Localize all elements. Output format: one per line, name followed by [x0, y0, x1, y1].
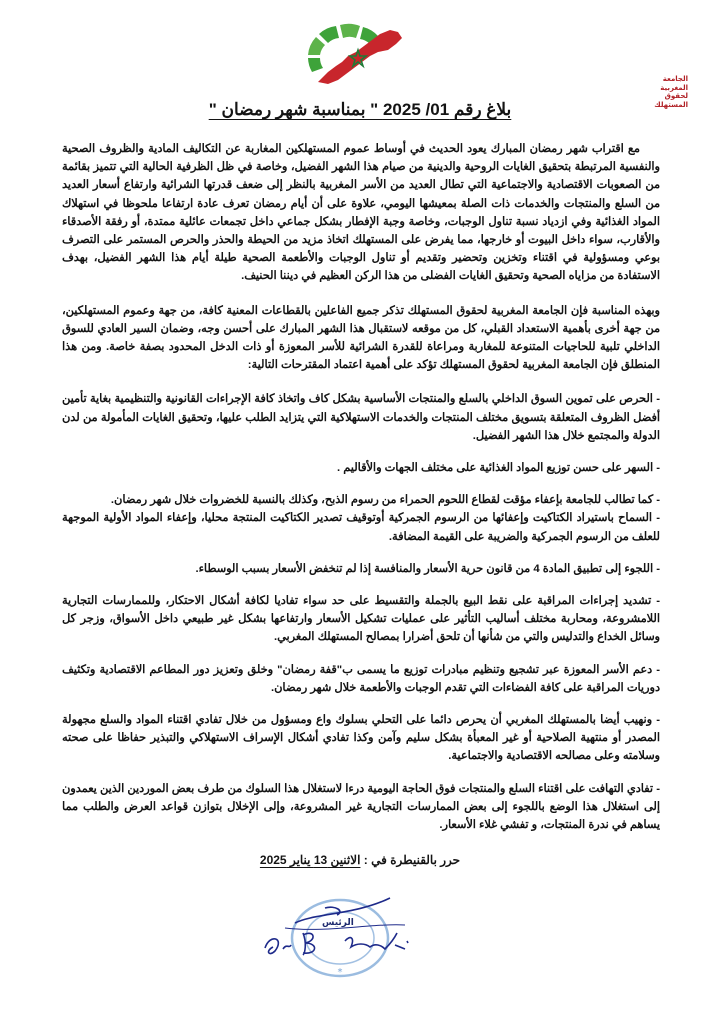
signatory-role: الرئيس: [322, 918, 354, 928]
proposal-item: - دعم الأسر المعوزة عبر تشجيع وتنظيم مبادرات توزيع ما يسمى ب"قفة رمضان" وخلق وتعزيز دور المطاعم الاقتصادية وتكثيف دوريات المراقبة على كافة الفضاءات التي تقدم الوجبات والأطعمة خلال شهر رمضان.: [62, 663, 660, 694]
issue-date: الاثنين 13 يناير 2025: [259, 853, 361, 867]
place-label: حرر بالقنيطرة في :: [363, 853, 461, 867]
document-title: بلاغ رقم 01/ 2025 " بمناسبة شهر رمضان ": [208, 100, 512, 119]
organization-logo: [298, 22, 688, 109]
proposal-item: - السماح باستيراد الكتاكيت وإعفائها من الرسوم الجمركية أوتوقيف تصدير الكتاكيت المنتجة محليا، وإعفاء المواد الأولية الموجهة للعلف من الرسوم الجمركية والضريبة على القيمة المضافة.: [62, 512, 660, 543]
document-body: [62, 140, 660, 834]
svg-text:*: *: [337, 967, 343, 978]
organization-logo-icon: [298, 22, 424, 92]
proposal-item: - كما تطالب للجامعة بإعفاء مؤقت لقطاع اللحوم الحمراء من رسوم الذبح، وكذلك بالنسبة للخضروات خلال شهر رمضان.: [110, 494, 660, 507]
proposal-item: - تشديد إجراءات المراقبة على نقط البيع بالجملة والتقسيط على حد سواء تفاديا لكافة أشكال الاحتكار، وللممارسات التجارية اللامشروعة، ومحاربة مختلف أساليب التأثير على عمليات تشكيل الأسعار وارتفاعها بشكل غير طبيعي داخل الأسواق، وزجر كل وسائل الخداع والتدليس والتي من شأنها أن تلحق أضرارا بمصالح المستهلك المغربي.: [62, 595, 660, 644]
organization-name: الجامعة المغربية لحقوق المستهلك: [654, 75, 688, 109]
official-stamp-icon: [255, 893, 455, 998]
context-paragraph: وبهذه المناسبة فإن الجامعة المغربية لحقوق المستهلك تذكر جميع الفاعلين بالقطاعات المعنية كافة، من جهة وعموم المستهلكين، من جهة أخرى بأهمية الاستعداد القبلي، كل من موقعه لاستقبال هذا الشهر المبارك على أحسن وجه، وضمان السير العادي للسوق الداخلي تلبية للحاجيات المتنوعة للمغاربة ومراعاة للقدرة الشرائية للأسر المعوزة أو ذات الدخل المحدود بصفة خاصة. ومن هذا المنطلق فإن الجامعة المغربية لحقوق المستهلك تؤكد على أهمية اعتماد المقترحات التالية:: [62, 304, 660, 372]
signature-stamp: [255, 893, 455, 998]
proposal-item: - الحرص على تموين السوق الداخلي بالسلع والمنتجات الأساسية بشكل كاف واتخاذ كافة الإجراءات القانونية والتنظيمية بغاية تأمين أفضل الظروف المتعلقة بتسويق مختلف المنتجات والخدمات الاستهلاكية التي يتزايد الطلب عليها، وتحقيق الغايات المأمولة من لدن الدولة والمجتمع خلال هذا الشهر الفضيل.: [62, 393, 660, 442]
place-and-date: [0, 853, 720, 867]
proposal-item: - اللجوء إلى تطبيق المادة 4 من قانون حرية الأسعار والمنافسة إذا لم تنخفض الأسعار بسبب الوسطاء.: [195, 562, 660, 575]
proposal-item: - تفادي التهافت على اقتناء السلع والمنتجات فوق الحاجة اليومية درءا لاستغلال هذا السلوك من طرف بعض الموردين الذين يعمدون إلى استغلال هذا الوضع باللجوء إلى بعض الممارسات التجارية غير المشروعة، وإلى الإخلال بتوازن قواعد العرض والطلب مما يساهم في ندرة المنتجات، و تفشي غلاء الأسعار.: [62, 782, 660, 832]
proposal-item: - ونهيب أيضا بالمستهلك المغربي أن يحرص دائما على التحلي بسلوك واع ومسؤول من خلال تفادي اقتناء المواد والسلع مجهولة المصدر أو منتهية الصلاحية أو غير المعبأة بشكل سليم وآمن وكذا تفادي أشكال الإسراف الاستهلاكي والتبذير حفاظا على صحته وسلامته وعلى مصالحه الاقتصادية والاجتماعية.: [62, 714, 660, 763]
proposal-item: - السهر على حسن توزيع المواد الغذائية على مختلف الجهات والأقاليم .: [337, 462, 660, 475]
intro-paragraph: مع اقتراب شهر رمضان المبارك يعود الحديث في أوساط عموم المستهلكين المغاربة عن التكاليف المادية والظروف الصحية والنفسية المرتبطة بتحقيق الغايات الروحية والدينية من صيام هذا الشهر الفضيل، وخاصة في ظل الظرفية الحالية التي تتميز بقائمة من الصعوبات الاقتصادية والاجتماعية التي تطال العديد من الأسر المغربية بالنظر إلى ضعف قدرتها الشرائية وارتفاع أسعار العديد من السلع والمنتجات والخدمات ذات الصلة بمعيشها اليومي، علاوة على أن أيام رمضان تعرف عادة ارتفاعا ملحوظا في استهلاك المواد الغذائية وفي ازدياد نسبة تناول الوجبات، وخاصة وجبة الإفطار بشكل جماعي داخل تجمعات عائلية ممتدة، أو رفقة الأصدقاء والأقارب، سواء داخل البيوت أو خارجها، مما يفرض على المستهلك اتخاذ مزيد من الحيطة والحذر والحرص المستمر على التصرف بوعي ومسؤولية في اقتناء وتخزين وتحضير وتقديم أو تناول الوجبات والأطعمة الصحية طيلة أيام هذا الشهر الفضيل، بهدف الاستفادة من مزاياه الصحية وتحقيق الغايات الفضلى من هذا الركن العظيم في ديننا الحنيف.: [62, 143, 660, 283]
